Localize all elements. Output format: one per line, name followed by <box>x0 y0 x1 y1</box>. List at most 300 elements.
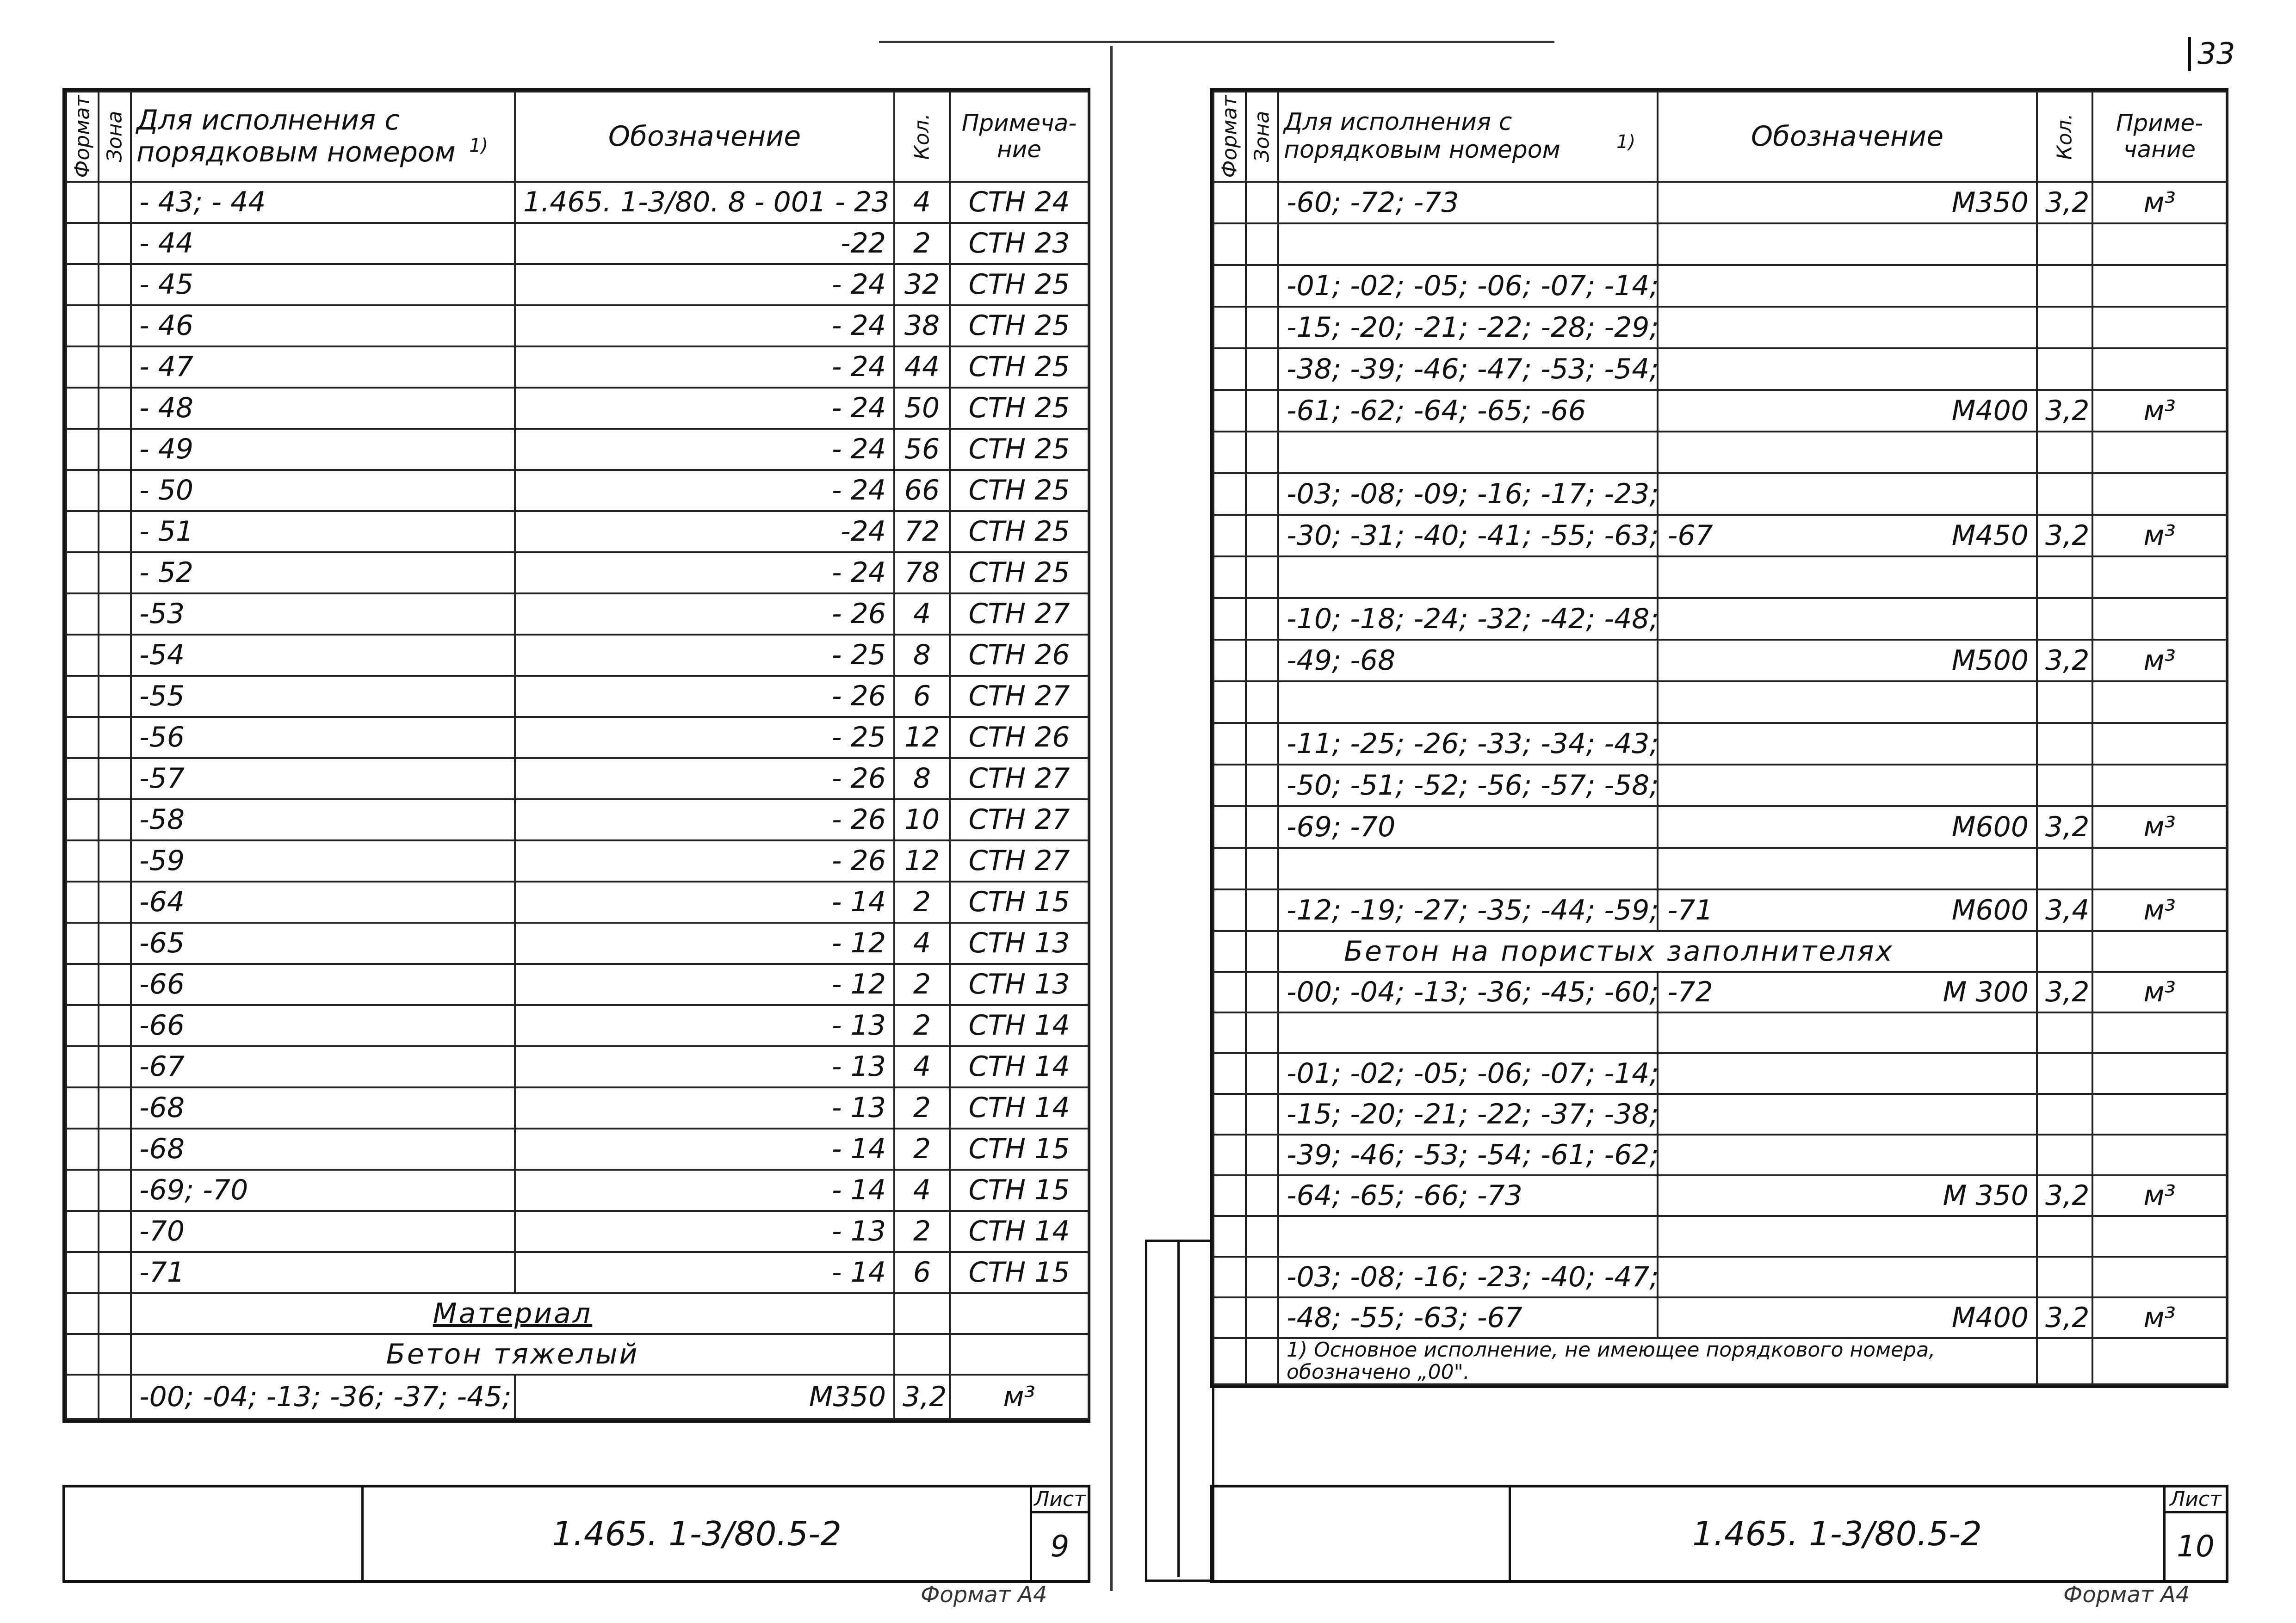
zone-cell <box>99 346 131 388</box>
qty-cell: 3,2 <box>2037 182 2092 223</box>
designation-cell: - 14 <box>515 882 894 923</box>
note-cell: м³ <box>2092 806 2227 848</box>
format-cell <box>1213 223 1246 265</box>
format-cell <box>1213 640 1246 681</box>
note-cell <box>2092 598 2227 640</box>
qty-cell: 3,2 <box>2037 1175 2092 1216</box>
note-cell: м³ <box>2092 972 2227 1012</box>
header-zone: Зона <box>99 92 131 182</box>
variant-cell: -67 <box>131 1046 515 1087</box>
table-row <box>1213 598 2227 640</box>
variant-cell <box>1278 432 1658 473</box>
variant-cell: -64 <box>131 882 515 923</box>
zone-cell <box>1246 723 1278 765</box>
zone-cell <box>1246 765 1278 806</box>
variant-cell: -69; -70 <box>131 1170 515 1211</box>
zone-cell <box>99 1046 131 1087</box>
material-qty-cell <box>894 1293 950 1334</box>
designation-cell: - 13 <box>515 1087 894 1129</box>
variant-cell: -66 <box>131 964 515 1005</box>
top-rule <box>879 41 1554 43</box>
note-cell <box>2092 848 2227 889</box>
table-row <box>66 388 1089 429</box>
designation-cell: М450 <box>1658 515 2037 556</box>
zone-cell <box>99 799 131 840</box>
note-cell: СТН 25 <box>950 305 1089 346</box>
table-row <box>66 182 1089 223</box>
format-cell <box>66 1005 99 1046</box>
qty-cell: 3,2 <box>2037 1297 2092 1338</box>
note-cell <box>2092 1257 2227 1297</box>
format-cell <box>1213 806 1246 848</box>
qty-cell: 6 <box>894 1252 950 1293</box>
table-row <box>66 1170 1089 1211</box>
note-cell: СТН 25 <box>950 511 1089 552</box>
right-sheet-number: 10 <box>2177 1530 2215 1564</box>
format-cell <box>66 923 99 964</box>
zone-cell <box>99 1087 131 1129</box>
zone-cell <box>99 511 131 552</box>
header-note-text: Приме-чание <box>2116 109 2203 163</box>
zone-cell <box>99 1252 131 1293</box>
zone-cell <box>99 264 131 305</box>
format-cell <box>1213 723 1246 765</box>
designation-cell: - 26 <box>515 840 894 882</box>
zone-cell <box>1246 432 1278 473</box>
variant-cell: -03; -08; -09; -16; -17; -23; <box>1278 473 1658 515</box>
qty-cell: 3,2 <box>2037 640 2092 681</box>
qty-cell: 32 <box>894 264 950 305</box>
designation-cell <box>1658 765 2037 806</box>
note-cell: СТН 25 <box>950 346 1089 388</box>
table-row <box>1213 182 2227 223</box>
designation-cell: - 12 <box>515 964 894 1005</box>
designation-cell: М400 <box>1658 1297 2037 1338</box>
zone-cell <box>99 305 131 346</box>
format-cell <box>1213 972 1246 1012</box>
table-row <box>1213 806 2227 848</box>
zone-cell <box>1246 1216 1278 1257</box>
note-cell: СТН 24 <box>950 182 1089 223</box>
variant-cell: -69; -70 <box>1278 806 1658 848</box>
format-cell <box>66 593 99 635</box>
zone-cell <box>99 840 131 882</box>
zone-cell <box>1246 889 1278 931</box>
table-row <box>1213 972 2227 1012</box>
material-note-cell <box>950 1293 1089 1334</box>
designation-cell: - 14 <box>515 1170 894 1211</box>
format-cell <box>66 511 99 552</box>
note-cell: СТН 26 <box>950 635 1089 676</box>
note-cell: СТН 14 <box>950 1087 1089 1129</box>
note-cell: СТН 27 <box>950 676 1089 717</box>
concrete-heading: Бетон тяжелый <box>131 1334 894 1375</box>
qty-cell <box>2037 307 2092 348</box>
table-row <box>1213 556 2227 598</box>
concrete-format-cell <box>66 1334 99 1375</box>
note-cell <box>2092 1053 2227 1094</box>
variant-cell: -54 <box>131 635 515 676</box>
qty-cell <box>2037 723 2092 765</box>
left-title-block-blank <box>65 1487 364 1580</box>
left-sheet-label: Лист <box>1032 1487 1088 1513</box>
format-cell <box>1213 1216 1246 1257</box>
format-cell <box>66 882 99 923</box>
qty-cell: 2 <box>894 964 950 1005</box>
table-row <box>66 1129 1089 1170</box>
zone-cell <box>1246 1297 1278 1338</box>
table-row <box>1213 1012 2227 1053</box>
table-row <box>1213 640 2227 681</box>
designation-cell: - 24 <box>515 346 894 388</box>
qty-cell: 6 <box>894 676 950 717</box>
format-cell <box>66 676 99 717</box>
note-cell: СТН 25 <box>950 429 1089 470</box>
zone-cell <box>1246 515 1278 556</box>
left-format-label: Формат А4 <box>921 1582 1047 1608</box>
note-cell: СТН 25 <box>950 388 1089 429</box>
table-row <box>66 635 1089 676</box>
note-cell: м³ <box>2092 640 2227 681</box>
zone-cell <box>1246 640 1278 681</box>
note-cell <box>2092 432 2227 473</box>
note-cell <box>2092 556 2227 598</box>
qty-cell: 12 <box>894 840 950 882</box>
designation-cell: - 26 <box>515 593 894 635</box>
variant-cell: -60; -72; -73 <box>1278 182 1658 223</box>
zone-cell <box>1246 223 1278 265</box>
variant-cell: -49; -68 <box>1278 640 1658 681</box>
designation-cell: М350 <box>1658 182 2037 223</box>
qty-cell: 3,2 <box>2037 390 2092 432</box>
designation-cell: - 14 <box>515 1252 894 1293</box>
qty-cell: 4 <box>894 1170 950 1211</box>
right-document-code: 1.465. 1-3/80.5-2 <box>1511 1487 2166 1580</box>
qty-cell <box>2037 848 2092 889</box>
porous-note-cell <box>2092 931 2227 972</box>
designation-cell: - 24 <box>515 470 894 511</box>
variant-cell: -01; -02; -05; -06; -07; -14; <box>1278 265 1658 307</box>
porous-format-cell <box>1213 931 1246 972</box>
qty-cell: 78 <box>894 552 950 593</box>
table-row <box>66 223 1089 264</box>
note-cell: СТН 14 <box>950 1005 1089 1046</box>
note-cell: м³ <box>2092 1175 2227 1216</box>
zone-cell <box>1246 307 1278 348</box>
table-row <box>1213 390 2227 432</box>
variant-cell: -61; -62; -64; -65; -66 <box>1278 390 1658 432</box>
zone-cell <box>99 882 131 923</box>
footnote-qty-cell <box>2037 1338 2092 1385</box>
variant-cell: -00; -04; -13; -36; -45; -60; -72 <box>1278 972 1658 1012</box>
format-cell <box>1213 1053 1246 1094</box>
format-cell <box>66 635 99 676</box>
designation-cell <box>1658 473 2037 515</box>
left-specification-sheet <box>62 88 1090 1423</box>
zone-cell <box>1246 473 1278 515</box>
note-cell <box>2092 223 2227 265</box>
left-sheet-number-box <box>1032 1487 1088 1580</box>
zone-cell <box>99 1170 131 1211</box>
format-cell <box>1213 348 1246 390</box>
zone-cell <box>1246 1257 1278 1297</box>
qty-cell: 4 <box>894 182 950 223</box>
format-cell <box>1213 1257 1246 1297</box>
header-designation: Обозначение <box>1658 92 2037 182</box>
format-cell <box>66 1046 99 1087</box>
note-cell: СТН 13 <box>950 964 1089 1005</box>
qty-cell <box>2037 681 2092 723</box>
designation-cell <box>1658 848 2037 889</box>
designation-cell: - 24 <box>515 552 894 593</box>
variant-cell <box>1278 681 1658 723</box>
qty-cell <box>2037 556 2092 598</box>
format-cell <box>66 429 99 470</box>
left-document-code: 1.465. 1-3/80.5-2 <box>364 1487 1032 1580</box>
variant-cell: -50; -51; -52; -56; -57; -58; <box>1278 765 1658 806</box>
designation-cell <box>1658 223 2037 265</box>
designation-cell <box>1658 307 2037 348</box>
designation-cell: -24 <box>515 511 894 552</box>
qty-cell <box>2037 265 2092 307</box>
note-cell: м³ <box>2092 182 2227 223</box>
variant-cell: -15; -20; -21; -22; -37; -38; <box>1278 1094 1658 1135</box>
designation-cell: - 26 <box>515 676 894 717</box>
material-zone-cell <box>99 1293 131 1334</box>
note-cell: СТН 15 <box>950 882 1089 923</box>
designation-cell: - 13 <box>515 1211 894 1252</box>
format-cell <box>1213 598 1246 640</box>
table-row <box>66 923 1089 964</box>
variant-cell: - 46 <box>131 305 515 346</box>
table-row <box>1213 848 2227 889</box>
note-cell: СТН 26 <box>950 717 1089 758</box>
variant-cell: -56 <box>131 717 515 758</box>
left-title-block <box>62 1485 1090 1583</box>
last-row-designation: М350 <box>515 1375 894 1419</box>
designation-cell <box>1658 432 2037 473</box>
zone-cell <box>99 1129 131 1170</box>
qty-cell <box>2037 1053 2092 1094</box>
last-row-variant: -00; -04; -13; -36; -37; -45; <box>131 1375 515 1419</box>
zone-cell <box>1246 848 1278 889</box>
footnote-zone-cell <box>1246 1338 1278 1385</box>
porous-zone-cell <box>1246 931 1278 972</box>
format-cell <box>66 182 99 223</box>
qty-cell: 72 <box>894 511 950 552</box>
variant-cell: -30; -31; -40; -41; -55; -63; -67 <box>1278 515 1658 556</box>
qty-cell <box>2037 765 2092 806</box>
variant-cell <box>1278 556 1658 598</box>
note-cell: СТН 27 <box>950 593 1089 635</box>
table-row <box>1213 681 2227 723</box>
variant-cell: -66 <box>131 1005 515 1046</box>
variant-cell <box>1278 1216 1658 1257</box>
table-row <box>1213 1053 2227 1094</box>
format-cell <box>66 305 99 346</box>
designation-cell: - 24 <box>515 264 894 305</box>
left-spec-table <box>65 91 1089 1420</box>
format-cell <box>1213 1094 1246 1135</box>
format-cell <box>66 964 99 1005</box>
qty-cell <box>2037 1257 2092 1297</box>
qty-cell: 4 <box>894 593 950 635</box>
qty-cell <box>2037 348 2092 390</box>
qty-cell: 10 <box>894 799 950 840</box>
note-cell: СТН 27 <box>950 840 1089 882</box>
designation-cell: - 24 <box>515 305 894 346</box>
format-cell <box>1213 390 1246 432</box>
table-row <box>1213 1094 2227 1135</box>
designation-cell <box>1658 723 2037 765</box>
table-row <box>66 429 1089 470</box>
qty-cell <box>2037 223 2092 265</box>
variant-cell: - 48 <box>131 388 515 429</box>
header-format: Формат <box>1213 92 1246 182</box>
qty-cell: 3,2 <box>2037 806 2092 848</box>
qty-cell: 2 <box>894 223 950 264</box>
format-cell <box>66 758 99 799</box>
format-cell <box>66 388 99 429</box>
table-row <box>66 882 1089 923</box>
qty-cell: 50 <box>894 388 950 429</box>
zone-cell <box>1246 390 1278 432</box>
qty-cell <box>2037 1094 2092 1135</box>
format-cell <box>1213 1012 1246 1053</box>
header-designation: Обозначение <box>515 92 894 182</box>
note-cell: м³ <box>2092 1297 2227 1338</box>
format-cell <box>66 1087 99 1129</box>
table-row <box>1213 515 2227 556</box>
header-qty: Кол. <box>2037 92 2092 182</box>
format-cell <box>66 1129 99 1170</box>
header-note <box>2092 92 2227 182</box>
right-spec-table <box>1213 91 2228 1385</box>
note-cell: СТН 14 <box>950 1046 1089 1087</box>
variant-cell: - 47 <box>131 346 515 388</box>
porous-qty-cell <box>2037 931 2092 972</box>
designation-cell: - 13 <box>515 1005 894 1046</box>
material-format-cell <box>66 1293 99 1334</box>
designation-cell <box>1658 598 2037 640</box>
format-cell <box>66 470 99 511</box>
note-cell <box>2092 1135 2227 1175</box>
table-row <box>1213 223 2227 265</box>
header-variant-text: Для исполнения с порядковым номером <box>136 104 456 169</box>
format-cell <box>1213 473 1246 515</box>
header-note <box>950 92 1089 182</box>
variant-cell: -48; -55; -63; -67 <box>1278 1297 1658 1338</box>
note-cell: СТН 14 <box>950 1211 1089 1252</box>
variant-cell: -64; -65; -66; -73 <box>1278 1175 1658 1216</box>
zone-cell <box>1246 972 1278 1012</box>
designation-cell: - 24 <box>515 429 894 470</box>
material-heading <box>131 1293 894 1334</box>
table-row <box>1213 1257 2227 1297</box>
format-cell <box>66 264 99 305</box>
format-cell <box>66 1211 99 1252</box>
variant-cell: -57 <box>131 758 515 799</box>
designation-cell: -22 <box>515 223 894 264</box>
zone-cell <box>99 717 131 758</box>
zone-cell <box>1246 1053 1278 1094</box>
table-row <box>66 470 1089 511</box>
variant-cell: - 43; - 44 <box>131 182 515 223</box>
format-cell <box>66 1170 99 1211</box>
format-cell <box>1213 265 1246 307</box>
left-sheet-number: 9 <box>1050 1530 1070 1564</box>
zone-cell <box>99 964 131 1005</box>
note-cell <box>2092 473 2227 515</box>
header-note-text: Примеча-ние <box>961 109 1077 163</box>
note-cell: СТН 15 <box>950 1170 1089 1211</box>
zone-cell <box>1246 1012 1278 1053</box>
designation-cell <box>1658 1053 2037 1094</box>
qty-cell: 56 <box>894 429 950 470</box>
variant-cell: - 44 <box>131 223 515 264</box>
designation-cell: - 26 <box>515 799 894 840</box>
right-sheet-number-box <box>2166 1487 2226 1580</box>
qty-cell: 8 <box>894 635 950 676</box>
variant-cell: -71 <box>131 1252 515 1293</box>
footnote: 1) Основное исполнение, не имеющее порядкового номера, обозначено „00". <box>1278 1338 2037 1385</box>
designation-cell: - 26 <box>515 758 894 799</box>
table-row <box>66 593 1089 635</box>
table-row <box>1213 432 2227 473</box>
zone-cell <box>1246 1094 1278 1135</box>
designation-cell <box>1658 1135 2037 1175</box>
designation-cell <box>1658 1094 2037 1135</box>
note-cell <box>2092 265 2227 307</box>
right-margin-stamp-box-inner <box>1177 1240 1212 1577</box>
header-variant <box>1278 92 1658 182</box>
variant-cell: -55 <box>131 676 515 717</box>
concrete-zone-cell <box>99 1334 131 1375</box>
table-row <box>1213 307 2227 348</box>
designation-cell: 1.465. 1-3/80. 8 - 001 - 23 <box>515 182 894 223</box>
designation-cell: М400 <box>1658 390 2037 432</box>
zone-cell <box>1246 348 1278 390</box>
format-cell <box>66 1252 99 1293</box>
last-row-format <box>66 1375 99 1419</box>
table-row <box>66 1046 1089 1087</box>
designation-cell: М600 <box>1658 889 2037 931</box>
table-row <box>1213 348 2227 390</box>
note-cell: СТН 15 <box>950 1252 1089 1293</box>
header-variant-footnote-mark: 1) <box>1616 131 1636 153</box>
designation-cell: - 24 <box>515 388 894 429</box>
variant-cell: -15; -20; -21; -22; -28; -29; <box>1278 307 1658 348</box>
zone-cell <box>99 593 131 635</box>
note-cell: СТН 13 <box>950 923 1089 964</box>
variant-cell: - 49 <box>131 429 515 470</box>
zone-cell <box>99 635 131 676</box>
qty-cell: 2 <box>894 1129 950 1170</box>
table-row <box>66 799 1089 840</box>
zone-cell <box>1246 265 1278 307</box>
zone-cell <box>99 223 131 264</box>
variant-cell: -59 <box>131 840 515 882</box>
zone-cell <box>99 676 131 717</box>
last-row-note: м³ <box>950 1375 1089 1419</box>
zone-cell <box>1246 1135 1278 1175</box>
variant-cell: -68 <box>131 1129 515 1170</box>
designation-cell <box>1658 1257 2037 1297</box>
qty-cell: 3,4 <box>2037 889 2092 931</box>
qty-cell <box>2037 598 2092 640</box>
right-format-label: Формат А4 <box>2063 1582 2190 1608</box>
zone-cell <box>99 470 131 511</box>
